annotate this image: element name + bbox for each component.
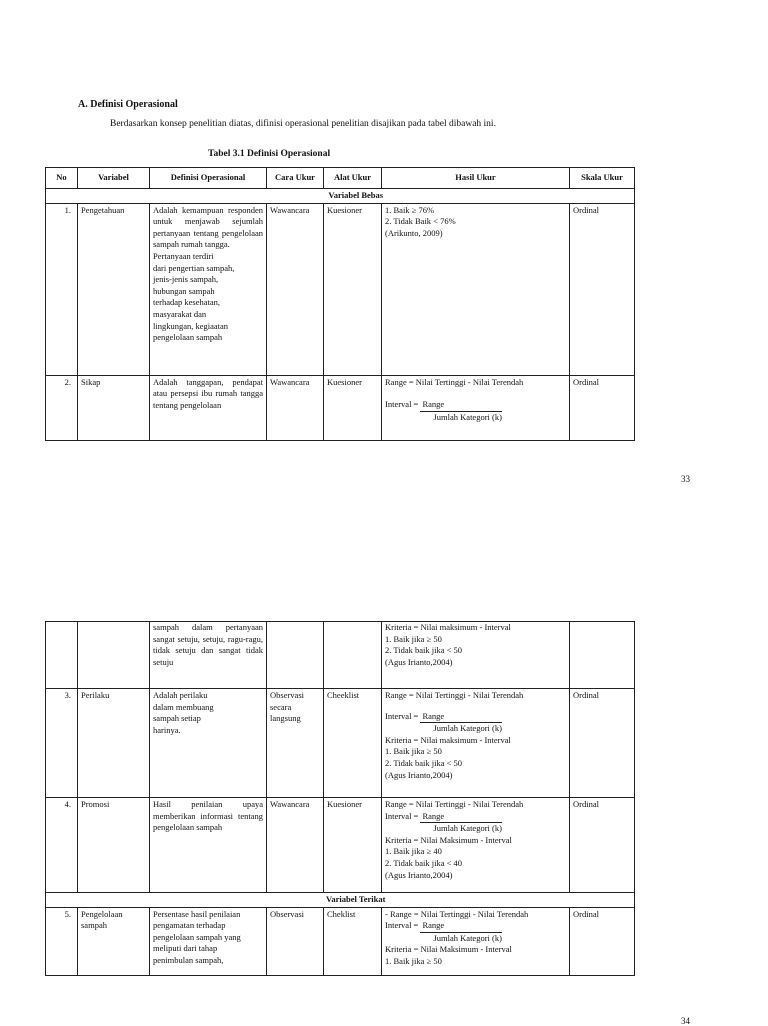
line: Pertanyaan terdiri [153, 250, 214, 261]
cell-hasil-ukur [382, 375, 570, 440]
line: Observasi [270, 690, 304, 700]
header-row [46, 168, 635, 189]
cell-no: 3. [46, 689, 78, 798]
fraction [420, 711, 501, 735]
cell-cara-ukur: Wawancara [267, 203, 324, 375]
line: pengelolaan sampah [153, 332, 223, 343]
line: sampah [81, 920, 107, 931]
line: Kriteria = Nilai maksimum - Interval [385, 734, 511, 745]
fraction-denominator: Jumlah Kategori (k) [433, 411, 502, 422]
cell-alat-ukur: Cheeklist [324, 689, 382, 798]
definition-table-part-2 [45, 621, 635, 976]
range-formula: - Range = Nilai Tertinggi - Nilai Terendah [385, 908, 529, 919]
cell-hasil-ukur [382, 622, 570, 689]
table-caption: Tabel 3.1 Definisi Operasional [208, 149, 331, 159]
header-definisi: Definisi Operasional [150, 168, 267, 189]
cell-definisi: sampah dalam pertanyaan sangat setuju, setuju, ragu-ragu, tidak setuju dan sangat tidak setuju [150, 622, 267, 689]
interval-label: Interval = [385, 399, 421, 410]
fraction-denominator: Jumlah Kategori (k) [433, 823, 502, 834]
line: 1. Baik jika ≥ 50 [385, 955, 442, 966]
line: 1. Baik jika ≥ 50 [385, 633, 442, 644]
line: pengamatan terhadap [153, 920, 226, 931]
cell-definisi: Hasil penilaian upaya memberikan informasi tentang pengelolaan sampah [150, 798, 267, 893]
fraction-numerator: Range [420, 920, 501, 933]
cell-cara-ukur [267, 689, 324, 798]
line: 1. Baik jika ≥ 40 [385, 846, 442, 857]
cell-alat-ukur: Cheklist [324, 907, 382, 975]
cell-cara-ukur [267, 622, 324, 689]
table-row [46, 375, 635, 440]
cell-cara-ukur: Wawancara [267, 798, 324, 893]
cell-hasil-ukur [382, 689, 570, 798]
cell-variabel: Pengetahuan [78, 203, 150, 375]
range-formula: Range = Nilai Tertinggi - Nilai Terendah [385, 376, 524, 387]
fraction [420, 811, 501, 835]
line: 2. Tidak baik jika < 50 [385, 757, 463, 768]
line: langsung [270, 713, 301, 724]
cell-cara-ukur: Wawancara [267, 375, 324, 440]
range-formula: Range = Nilai Tertinggi - Nilai Terendah [385, 690, 524, 700]
line: Kriteria = Nilai Maksimum - Interval [385, 944, 512, 955]
fraction-numerator: Range [420, 711, 501, 724]
interval-label: Interval = [385, 810, 421, 821]
line: terhadap kesehatan, [153, 297, 221, 308]
interval-formula [385, 811, 566, 835]
cell-definisi: Adalah tanggapan, pendapat atau persepsi ibu rumah tangga tentang pengelolaan [150, 375, 267, 440]
line: pengelolaan sampah yang [153, 931, 241, 942]
cell-alat-ukur: Kuesioner [324, 798, 382, 893]
cell-no: 5. [46, 907, 78, 975]
intro-paragraph: Berdasarkan konsep penelitian diatas, difinisi operasional penelitian disajikan pada tabel dibawah ini. [110, 119, 496, 129]
cell-definisi [150, 203, 267, 375]
interval-formula [385, 920, 566, 944]
section-heading: A. Definisi Operasional [78, 99, 178, 110]
table-row [46, 798, 635, 893]
line: 2. Tidak Baik < 76% [385, 216, 456, 227]
interval-formula [385, 399, 566, 423]
definition-table-part-1 [45, 167, 635, 441]
cell-hasil-ukur [382, 907, 570, 975]
table-row [46, 622, 635, 689]
group-row-bebas [46, 189, 635, 204]
fraction-denominator: Jumlah Kategori (k) [433, 932, 502, 943]
line: Kriteria = Nilai Maksimum - Interval [385, 834, 512, 845]
page-number: 33 [681, 474, 690, 484]
cell-variabel [78, 622, 150, 689]
line: dari pengertian sampah, [153, 262, 235, 273]
cell-skala-ukur: Ordinal [570, 203, 635, 375]
group-label-terikat: Variabel Terikat [78, 893, 635, 908]
cell-variabel: Perilaku [78, 689, 150, 798]
cell-variabel: Promosi [78, 798, 150, 893]
line: Pengelolaan [81, 908, 123, 919]
line: meliputi dari tahap [153, 943, 218, 954]
cell-skala-ukur: Ordinal [570, 375, 635, 440]
line: (Arikunto, 2009) [385, 227, 443, 238]
interval-formula [385, 711, 566, 735]
cell-hasil-ukur [382, 203, 570, 375]
line: jenis-jenis sampah, [153, 274, 219, 285]
header-alat-ukur: Alat Ukur [324, 168, 382, 189]
fraction [420, 399, 501, 423]
line: lingkungan, kegiaatan [153, 320, 229, 331]
group-label-bebas: Variabel Bebas [78, 189, 635, 204]
line: 1. Baik ≥ 76% [385, 204, 435, 215]
line: secara [270, 701, 292, 712]
line: (Agus Irianto,2004) [385, 769, 453, 780]
group-row-terikat [46, 893, 635, 908]
header-variabel: Variabel [78, 168, 150, 189]
fraction-numerator: Range [420, 811, 501, 824]
cell-definisi [150, 689, 267, 798]
fraction-denominator: Jumlah Kategori (k) [433, 723, 502, 734]
cell-no: 2. [46, 375, 78, 440]
table-row [46, 907, 635, 975]
header-hasil-ukur: Hasil Ukur [382, 168, 570, 189]
cell-hasil-ukur [382, 798, 570, 893]
cell-alat-ukur: Kuesioner [324, 203, 382, 375]
line: penimbulan sampah, [153, 954, 224, 965]
table-row [46, 203, 635, 375]
line: (Agus Irianto,2004) [385, 869, 453, 880]
interval-label: Interval = [385, 710, 421, 721]
cell-no: 1. [46, 203, 78, 375]
line: dalam membuang [153, 701, 214, 712]
cell-variabel: Sikap [78, 375, 150, 440]
cell-skala-ukur: Ordinal [570, 798, 635, 893]
header-no: No [46, 168, 78, 189]
cell-alat-ukur [324, 622, 382, 689]
line: 1. Baik jika ≥ 50 [385, 746, 442, 757]
line: 2. Tidak baik jika < 40 [385, 857, 463, 868]
definisi-lines [153, 251, 263, 344]
line: sampah setiap [153, 713, 201, 724]
interval-label: Interval = [385, 920, 421, 931]
header-skala-ukur: Skala Ukur [570, 168, 635, 189]
line: (Agus Irianto,2004) [385, 656, 453, 667]
line: hubungan sampah [153, 285, 215, 296]
header-cara-ukur: Cara Ukur [267, 168, 324, 189]
line: 2. Tidak baik jika < 50 [385, 645, 463, 656]
cell-skala-ukur: Ordinal [570, 907, 635, 975]
line: harinya. [153, 724, 181, 735]
cell-alat-ukur: Kuesioner [324, 375, 382, 440]
cell-no [46, 622, 78, 689]
cell-skala-ukur: Ordinal [570, 689, 635, 798]
cell-no: 4. [46, 798, 78, 893]
cell-cara-ukur: Observasi [267, 907, 324, 975]
definisi-text: Adalah kemampuan responden untuk menjawab sejumlah pertanyaan tentang pengelolaan sampah rumah tangga. [153, 204, 263, 250]
range-formula: Range = Nilai Tertinggi - Nilai Terendah [385, 799, 524, 809]
cell-variabel [78, 907, 150, 975]
table-row [46, 689, 635, 798]
line: Persentase hasil penilaian [153, 908, 241, 919]
line: masyarakat dan [153, 308, 207, 319]
fraction [420, 920, 501, 944]
line: Adalah perilaku [153, 690, 208, 700]
line: Kriteria = Nilai maksimum - Interval [385, 622, 511, 632]
page-number: 34 [681, 1016, 690, 1026]
cell-definisi [150, 907, 267, 975]
fraction-numerator: Range [420, 399, 501, 412]
cell-skala-ukur [570, 622, 635, 689]
